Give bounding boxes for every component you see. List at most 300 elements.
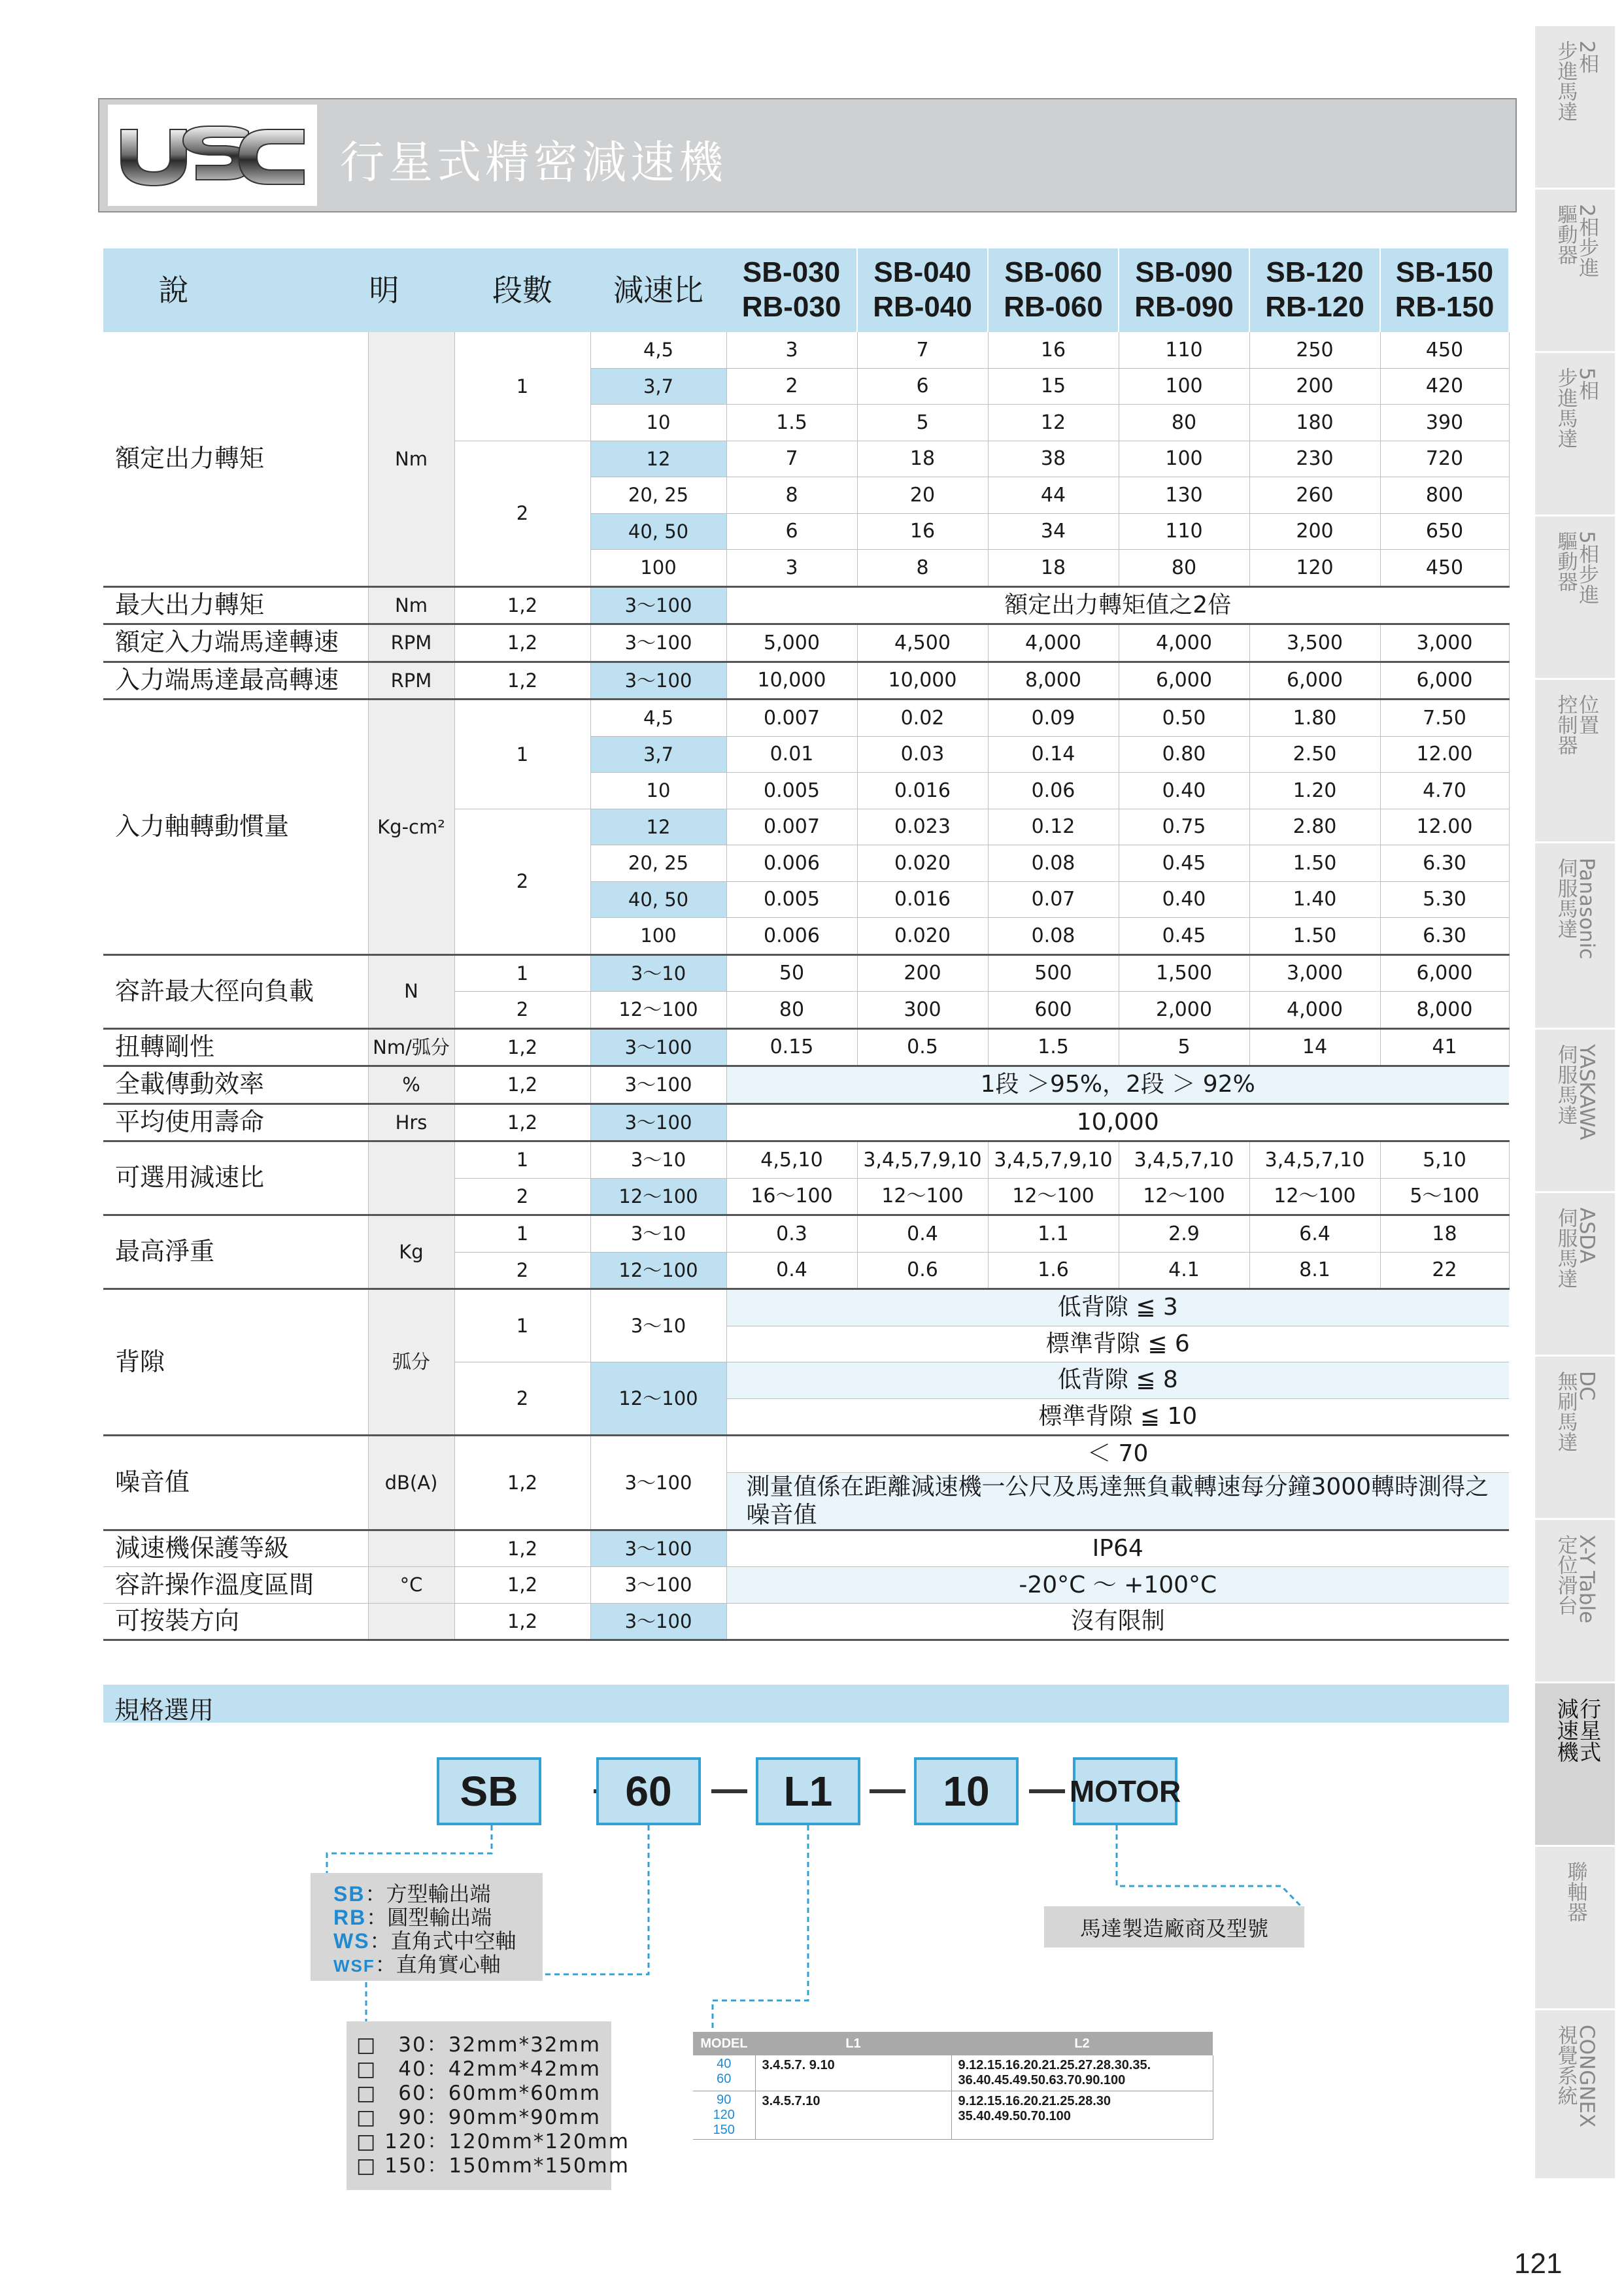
table-cell: 6 (857, 368, 988, 405)
table-cell: 2 (726, 368, 857, 405)
table-row (693, 2055, 1213, 2091)
table-cell: 0.15 (726, 1028, 857, 1066)
table-cell: 0.006 (726, 918, 857, 955)
row-unit: Nm (368, 332, 454, 586)
table-cell: 0.80 (1119, 736, 1249, 773)
table-cell: 0.005 (726, 881, 857, 918)
row-ratio: 3,7 (590, 368, 726, 405)
table-cell: 0.016 (857, 773, 988, 809)
tab-label: YASKAWA 伺服馬達 (1553, 1044, 1599, 1140)
table-cell: 2,000 (1119, 992, 1249, 1029)
table-cell: 130 (1119, 477, 1249, 514)
row-stage: 1,2 (454, 1603, 590, 1640)
table-cell: 3,500 (1249, 624, 1380, 662)
tab-panasonic[interactable] (1535, 843, 1615, 1030)
table-cell: 5 (857, 405, 988, 441)
header-model: SB-060 RB-060 (988, 248, 1119, 332)
header-model: SB-150 RB-150 (1380, 248, 1509, 332)
row-stage: 2 (454, 1362, 590, 1436)
table-cell: 0.016 (857, 881, 988, 918)
header-model: SB-040 RB-040 (857, 248, 988, 332)
row-stage: 1 (454, 1141, 590, 1179)
table-cell: 0.06 (988, 773, 1119, 809)
row-ratio: 12～100 (590, 1252, 726, 1289)
table-cell: 44 (988, 477, 1119, 514)
noise-note: 測量值係在距離減速機一公尺及馬達無負載轉速每分鐘3000轉時測得之噪音值 (726, 1472, 1509, 1530)
row-unit: % (368, 1066, 454, 1104)
table-cell: 500 (988, 954, 1119, 992)
tab-label: 5相 步進馬達 (1553, 367, 1599, 448)
row-ratio: 3～100 (590, 1028, 726, 1066)
table-cell: 額定出力轉矩值之2倍 (1004, 591, 1232, 618)
row-ratio: 12～100 (590, 1178, 726, 1215)
row-ratio: 3～10 (590, 1289, 726, 1362)
table-cell: 100 (1119, 441, 1249, 477)
l1-cell: 3.4.5.7.10 (755, 2091, 951, 2140)
tab-label: 5相步進 驅動器 (1553, 531, 1599, 605)
table-cell: 0.75 (1119, 809, 1249, 845)
table-cell: 120 (1249, 550, 1380, 587)
table-cell: 230 (1249, 441, 1380, 477)
table-cell: 3 (726, 332, 857, 368)
table-cell: 34 (988, 513, 1119, 550)
row-ratio: 20, 25 (590, 477, 726, 514)
page-number: 121 (1514, 2248, 1563, 2280)
row-stage: 1 (454, 1289, 590, 1362)
table-row (693, 2091, 1213, 2140)
table-cell: 18 (1380, 1215, 1509, 1253)
table-cell: 1.50 (1249, 845, 1380, 882)
table-cell: 1段 ＞95%，2段 ＞ 92% (726, 1066, 1509, 1104)
code-box-ratio: 10 (914, 1757, 1019, 1825)
row-ratio: 40, 50 (590, 513, 726, 550)
table-cell: 4.70 (1380, 773, 1509, 809)
table-cell: 標準背隙 ≦ 6 (1045, 1330, 1190, 1357)
size-item: □ 40：42mm*42mm (356, 2057, 601, 2081)
table-cell: 80 (1119, 550, 1249, 587)
tab-coupling[interactable] (1535, 1847, 1615, 2010)
table-header: MODEL (693, 2032, 755, 2055)
table-cell: 0.45 (1119, 918, 1249, 955)
table-cell: 650 (1380, 513, 1509, 550)
row-stage: 1,2 (454, 1567, 590, 1604)
table-header-row (693, 2032, 1213, 2055)
row-unit: Kg-cm² (368, 700, 454, 955)
table-cell: 低背隙 ≦ 3 (726, 1289, 1509, 1326)
table-cell: 0.4 (857, 1215, 988, 1253)
tab-label: 2相 步進馬達 (1553, 41, 1599, 122)
row-ratio: 3～100 (590, 1066, 726, 1104)
row-label: 背隙 (103, 1289, 368, 1436)
l2-cell: 9.12.15.16.20.21.25.27.28.30.35. 36.40.45.49.50.63.70.90.100 (951, 2055, 1213, 2091)
table-cell: 110 (1119, 332, 1249, 368)
row-stage: 1 (454, 954, 590, 992)
row-unit: Hrs (368, 1104, 454, 1141)
code-box-size: 60 (596, 1757, 701, 1825)
table-cell: 6,000 (1249, 662, 1380, 700)
row-stage: 1,2 (454, 1028, 590, 1066)
table-cell: 8 (857, 550, 988, 587)
tab-label: DC 無刷馬達 (1553, 1371, 1599, 1452)
table-cell: 0.007 (726, 809, 857, 845)
table-cell: 0.6 (857, 1252, 988, 1289)
table-cell: 0.020 (857, 918, 988, 955)
row-stage: 1,2 (454, 1104, 590, 1141)
row-ratio: 12 (590, 441, 726, 477)
tab-label: CONGNEX 視覺系統 (1553, 2025, 1599, 2128)
table-cell: 8,000 (988, 662, 1119, 700)
table-cell: 1.50 (1249, 918, 1380, 955)
table-cell: 180 (1249, 405, 1380, 441)
tab-5phase-driver[interactable] (1535, 516, 1615, 680)
row-ratio: 10 (590, 773, 726, 809)
table-cell: 8,000 (1380, 992, 1509, 1029)
table-cell: 600 (988, 992, 1119, 1029)
row-unit: Nm (368, 586, 454, 624)
table-cell: IP64 (1092, 1535, 1143, 1562)
header-model: SB-120 RB-120 (1249, 248, 1380, 332)
row-ratio: 3～100 (590, 662, 726, 700)
table-cell: 2.50 (1249, 736, 1380, 773)
table-cell: 12～100 (988, 1178, 1119, 1215)
table-cell: 6 (726, 513, 857, 550)
table-cell: 12～100 (1119, 1178, 1249, 1215)
table-cell: 720 (1380, 441, 1509, 477)
row-stage: 2 (454, 441, 590, 586)
row-ratio: 10 (590, 405, 726, 441)
header-description: 說 明 (103, 248, 454, 332)
table-cell: 16 (857, 513, 988, 550)
tab-label: 聯軸器 (1563, 1861, 1587, 1922)
table-cell: 3,4,5,7,10 (1119, 1141, 1249, 1179)
table-cell: 12.00 (1380, 809, 1509, 845)
table-cell: 1.20 (1249, 773, 1380, 809)
table-cell: 18 (857, 441, 988, 477)
row-unit: Kg (368, 1215, 454, 1289)
table-cell: 14 (1249, 1028, 1380, 1066)
page-title: 行星式精密減速機 (340, 137, 728, 189)
legend-item: SB：方型輸出端 (333, 1881, 491, 1906)
row-label: 額定出力轉矩 (103, 332, 368, 586)
table-cell: 10,000 (1076, 1108, 1159, 1136)
tab-asda[interactable] (1535, 1193, 1615, 1357)
tab-2phase-stepper[interactable] (1535, 26, 1615, 190)
motor-note: 馬達製造廠商及型號 (1044, 1906, 1304, 1948)
row-label: 最大出力轉矩 (103, 586, 368, 624)
table-cell: 3,4,5,7,10 (1249, 1141, 1380, 1179)
row-ratio: 3～100 (590, 624, 726, 662)
header-model: SB-030 RB-030 (726, 248, 857, 332)
row-label: 減速機保護等級 (103, 1530, 368, 1567)
row-ratio: 3～100 (590, 1603, 726, 1640)
table-cell: 260 (1249, 477, 1380, 514)
size-item: □ 90：90mm*90mm (356, 2106, 601, 2129)
row-label: 額定入力端馬達轉速 (103, 624, 368, 662)
row-unit: RPM (368, 662, 454, 700)
row-label: 容許最大徑向負載 (103, 954, 368, 1028)
table-cell: 1.1 (988, 1215, 1119, 1253)
table-cell: 16 (988, 332, 1119, 368)
table-cell: 100 (1119, 368, 1249, 405)
table-cell: 6,000 (1380, 954, 1509, 992)
table-cell: 16～100 (726, 1178, 857, 1215)
table-cell: 22 (1380, 1252, 1509, 1289)
row-unit: RPM (368, 624, 454, 662)
tab-2phase-driver[interactable] (1535, 190, 1615, 353)
row-stage: 2 (454, 1252, 590, 1289)
row-label: 最高淨重 (103, 1215, 368, 1289)
tab-planetary-reducer[interactable] (1535, 1683, 1615, 1847)
row-ratio: 4,5 (590, 700, 726, 737)
table-cell: 0.005 (726, 773, 857, 809)
table-cell: 18 (988, 550, 1119, 587)
row-ratio: 3～10 (590, 1215, 726, 1253)
row-stage: 1,2 (454, 586, 590, 624)
table-cell: 3,000 (1249, 954, 1380, 992)
table-cell: 7 (857, 332, 988, 368)
table-cell: 110 (1119, 513, 1249, 550)
table-cell: 80 (726, 992, 857, 1029)
table-cell: 1.5 (988, 1028, 1119, 1066)
table-cell: 0.40 (1119, 881, 1249, 918)
tab-dc-brushless[interactable] (1535, 1357, 1615, 1520)
table-cell: 80 (1119, 405, 1249, 441)
table-cell: 1.6 (988, 1252, 1119, 1289)
row-stage: 1,2 (454, 1436, 590, 1530)
ratio-options-table (693, 2032, 1213, 2140)
table-cell: 2.80 (1249, 809, 1380, 845)
row-label: 容許操作溫度區間 (103, 1567, 368, 1604)
table-cell: 12.00 (1380, 736, 1509, 773)
legend-item: RB：圓型輸出端 (333, 1905, 492, 1930)
tab-position-controller[interactable] (1535, 680, 1615, 843)
table-cell: 0.07 (988, 881, 1119, 918)
row-stage: 1,2 (454, 1530, 590, 1567)
tab-label: Panasonic 伺服馬達 (1553, 858, 1599, 960)
table-cell: 0.5 (857, 1028, 988, 1066)
table-cell: 450 (1380, 332, 1509, 368)
row-unit: 弧分 (368, 1289, 454, 1436)
table-cell: 沒有限制 (1070, 1608, 1165, 1635)
size-item: □ 60：60mm*60mm (356, 2082, 601, 2105)
table-cell: 7 (726, 441, 857, 477)
table-cell: 4.1 (1119, 1252, 1249, 1289)
tab-congnex[interactable] (1535, 2010, 1615, 2180)
size-item: □ 30：32mm*32mm (356, 2033, 601, 2057)
table-cell: 0.02 (857, 700, 988, 737)
row-stage: 2 (454, 809, 590, 954)
row-ratio: 12 (590, 809, 726, 845)
table-cell: 800 (1380, 477, 1509, 514)
table-cell: 5,000 (726, 624, 857, 662)
row-ratio: 20, 25 (590, 845, 726, 882)
table-cell: 1.80 (1249, 700, 1380, 737)
table-cell: 200 (857, 954, 988, 992)
table-cell: 0.09 (988, 700, 1119, 737)
tab-xy-table[interactable] (1535, 1520, 1615, 1683)
table-cell: 3,000 (1380, 624, 1509, 662)
table-cell: 4,000 (988, 624, 1119, 662)
row-label: 扭轉剛性 (103, 1028, 368, 1066)
table-cell: 0.3 (726, 1215, 857, 1253)
tab-label: X-Y Table 定位滑台 (1553, 1534, 1599, 1624)
table-cell: 4,500 (857, 624, 988, 662)
row-stage: 2 (454, 992, 590, 1029)
table-cell: 50 (726, 954, 857, 992)
table-cell: 1.40 (1249, 881, 1380, 918)
table-cell: 4,000 (1249, 992, 1380, 1029)
section-title: 規格選用 (114, 1696, 214, 1725)
table-cell: ＜ 70 (1087, 1440, 1149, 1468)
table-cell: 300 (857, 992, 988, 1029)
code-box-motor: MOTOR (1073, 1757, 1177, 1825)
table-cell: 標準背隙 ≦ 10 (1038, 1402, 1198, 1430)
table-cell: 0.40 (1119, 773, 1249, 809)
row-label: 噪音值 (103, 1436, 368, 1530)
table-cell: 6.30 (1380, 918, 1509, 955)
header-ratio: 減速比 (590, 248, 726, 332)
table-cell: 41 (1380, 1028, 1509, 1066)
table-cell: 4,5,10 (726, 1141, 857, 1179)
tab-label: 2相步進 驅動器 (1553, 204, 1599, 278)
table-cell: 8 (726, 477, 857, 514)
table-cell: 低背隙 ≦ 8 (726, 1362, 1509, 1399)
row-stage: 1,2 (454, 1066, 590, 1104)
row-label: 入力端馬達最高轉速 (103, 662, 368, 700)
table-cell: 12～100 (1249, 1178, 1380, 1215)
table-cell: 4,000 (1119, 624, 1249, 662)
row-stage: 2 (454, 1178, 590, 1215)
size-item: □ 120：120mm*120mm (356, 2130, 630, 2153)
table-cell: 0.020 (857, 845, 988, 882)
row-ratio: 3～100 (590, 1104, 726, 1141)
table-cell: 20 (857, 477, 988, 514)
table-cell: 3,4,5,7,9,10 (857, 1141, 988, 1179)
table-cell: 450 (1380, 550, 1509, 587)
table-cell: 0.03 (857, 736, 988, 773)
table-cell: 6,000 (1119, 662, 1249, 700)
row-ratio: 3～10 (590, 954, 726, 992)
table-cell: 10,000 (857, 662, 988, 700)
row-label: 可選用減速比 (103, 1141, 368, 1215)
table-cell: 420 (1380, 368, 1509, 405)
row-label: 全載傳動效率 (103, 1066, 368, 1104)
table-cell: 0.14 (988, 736, 1119, 773)
row-stage: 1 (454, 700, 590, 809)
table-cell: 0.50 (1119, 700, 1249, 737)
table-cell: -20°C ～ +100°C (726, 1567, 1509, 1604)
legend-item: WSF：直角實心軸 (333, 1952, 501, 1977)
row-ratio: 100 (590, 550, 726, 587)
row-ratio: 3,7 (590, 736, 726, 773)
table-header: L1 (755, 2032, 951, 2055)
table-cell: 0.007 (726, 700, 857, 737)
table-cell: 0.01 (726, 736, 857, 773)
row-ratio: 3～10 (590, 1141, 726, 1179)
table-cell: 5,10 (1380, 1141, 1509, 1179)
row-unit: N (368, 954, 454, 1028)
row-ratio: 3～100 (590, 1567, 726, 1604)
table-cell: 8.1 (1249, 1252, 1380, 1289)
table-cell: 7.50 (1380, 700, 1509, 737)
code-box-stage: L1 (756, 1757, 860, 1825)
row-ratio: 3～100 (590, 1436, 726, 1530)
tab-label: ASDA 伺服馬達 (1553, 1207, 1599, 1289)
row-stage: 1,2 (454, 624, 590, 662)
table-cell: 5～100 (1380, 1178, 1509, 1215)
tab-5phase-stepper[interactable] (1535, 353, 1615, 516)
model-cell: 40 60 (693, 2055, 755, 2091)
header-model: SB-090 RB-090 (1119, 248, 1249, 332)
table-cell: 12～100 (857, 1178, 988, 1215)
table-cell: 0.08 (988, 845, 1119, 882)
table-cell: 0.12 (988, 809, 1119, 845)
table-cell: 1.5 (726, 405, 857, 441)
table-cell: 0.4 (726, 1252, 857, 1289)
table-header: L2 (951, 2032, 1213, 2055)
row-unit: °C (368, 1567, 454, 1604)
row-label: 平均使用壽命 (103, 1104, 368, 1141)
table-cell: 6,000 (1380, 662, 1509, 700)
legend-item: WS：直角式中空軸 (333, 1929, 516, 1953)
table-cell: 3 (726, 550, 857, 587)
table-cell: 1,500 (1119, 954, 1249, 992)
table-cell: 0.45 (1119, 845, 1249, 882)
row-stage: 1 (454, 1215, 590, 1253)
row-stage: 1,2 (454, 662, 590, 700)
row-ratio: 3～100 (590, 586, 726, 624)
tab-label: 位置 控制器 (1553, 694, 1599, 755)
table-cell: 15 (988, 368, 1119, 405)
table-cell: 2.9 (1119, 1215, 1249, 1253)
row-unit: Nm/弧分 (368, 1028, 454, 1066)
tab-yaskawa[interactable] (1535, 1030, 1615, 1193)
row-unit: dB(A) (368, 1436, 454, 1530)
l2-cell: 9.12.15.16.20.21.25.28.30 35.40.49.50.70.100 (951, 2091, 1213, 2140)
table-cell: 6.30 (1380, 845, 1509, 882)
header-stage: 段數 (454, 248, 590, 332)
row-ratio: 12～100 (590, 1362, 726, 1436)
row-ratio: 40, 50 (590, 881, 726, 918)
table-cell: 12 (988, 405, 1119, 441)
table-cell: 38 (988, 441, 1119, 477)
table-cell: 0.006 (726, 845, 857, 882)
table-cell: 5.30 (1380, 881, 1509, 918)
tab-label: 行星式 減速機 (1553, 1698, 1602, 1763)
table-cell: 0.023 (857, 809, 988, 845)
row-ratio: 4,5 (590, 332, 726, 368)
table-cell: 5 (1119, 1028, 1249, 1066)
row-ratio: 12～100 (590, 992, 726, 1029)
table-cell: 3,4,5,7,9,10 (988, 1141, 1119, 1179)
table-cell: 250 (1249, 332, 1380, 368)
code-box-type: SB (437, 1757, 541, 1825)
l1-cell: 3.4.5.7. 9.10 (755, 2055, 951, 2091)
row-stage: 1 (454, 332, 590, 441)
table-cell: 200 (1249, 368, 1380, 405)
row-label: 可按裝方向 (103, 1603, 368, 1640)
row-ratio: 3～100 (590, 1530, 726, 1567)
row-ratio: 100 (590, 918, 726, 955)
table-cell: 6.4 (1249, 1215, 1380, 1253)
model-cell: 90 120 150 (693, 2091, 755, 2140)
table-cell: 200 (1249, 513, 1380, 550)
row-label: 入力軸轉動慣量 (103, 700, 368, 955)
table-cell: 390 (1380, 405, 1509, 441)
table-cell: 0.08 (988, 918, 1119, 955)
size-item: □ 150：150mm*150mm (356, 2154, 630, 2178)
table-cell: 10,000 (726, 662, 857, 700)
